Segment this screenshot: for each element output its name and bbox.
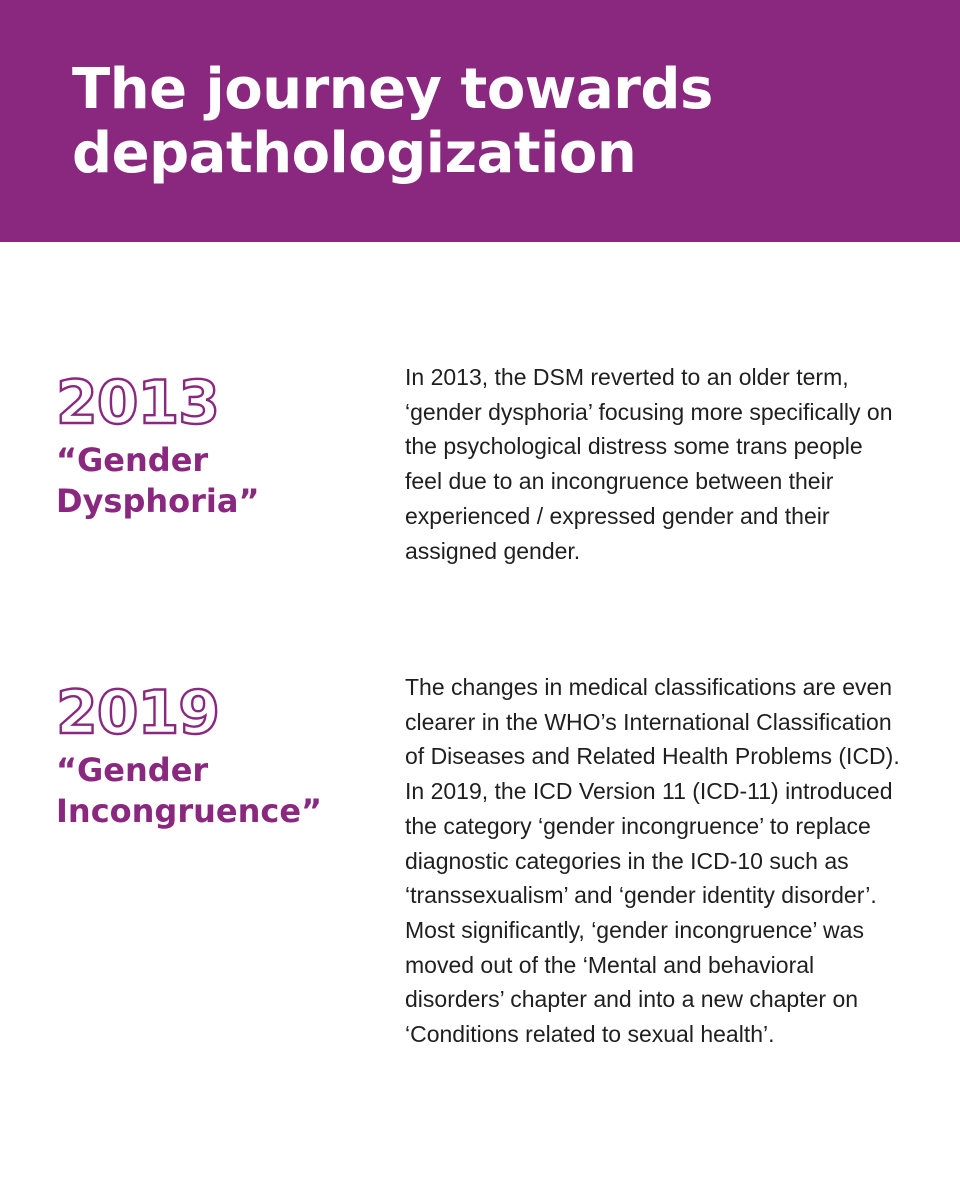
entry-description: The changes in medical classifications are even clearer in the WHO’s International Classification of Diseases and Related Health Problems (ICD). In 2019, the ICD Version 11 (ICD-11) introduced the category ‘gender incongruence’ to replace diagnostic categories in the ICD-10 such as ‘transsexualism’ and ‘gender identity disorder’. Most significantly, ‘gender incongruence’ was moved out of the ‘Mental and behavioral disorders’ chapter and into a new chapter on ‘Conditions related to sexual health’. <box>405 674 900 1048</box>
header-banner <box>0 0 960 242</box>
entry-year: 2019 <box>56 678 219 748</box>
page-title: The journey towards depathologization <box>72 57 713 186</box>
entry-term: “Gender Dysphoria” <box>56 441 260 520</box>
entry-term: “Gender Incongruence” <box>56 751 323 830</box>
entry-year: 2013 <box>56 368 219 438</box>
entry-description: In 2013, the DSM reverted to an older term, ‘gender dysphoria’ focusing more specifically on the psychological distress some trans people feel due to an incongruence between their experienced / expressed gender and their assigned gender. <box>405 364 893 564</box>
